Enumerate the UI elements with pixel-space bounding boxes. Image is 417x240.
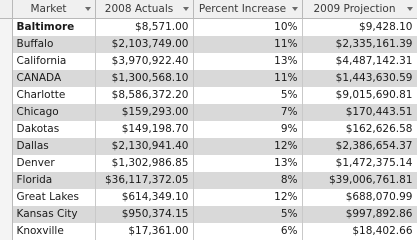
column-header-label: Market: [30, 2, 67, 15]
market-cell[interactable]: Kansas City: [12, 206, 95, 223]
table-row[interactable]: [0, 70, 417, 87]
projection-cell[interactable]: $9,428.10: [302, 19, 417, 37]
percent-cell[interactable]: 6%: [193, 223, 302, 240]
record-selector[interactable]: [0, 206, 12, 223]
market-cell[interactable]: Knoxville: [12, 223, 95, 240]
table-row[interactable]: [0, 138, 417, 155]
percent-cell[interactable]: 11%: [193, 36, 302, 53]
market-cell[interactable]: Denver: [12, 155, 95, 172]
market-cell[interactable]: CANADA: [12, 70, 95, 87]
table-row[interactable]: [0, 189, 417, 206]
projection-cell[interactable]: $1,472,375.14: [302, 155, 417, 172]
market-cell[interactable]: Baltimore: [12, 19, 95, 37]
sort-dropdown-icon[interactable]: [407, 7, 413, 11]
percent-cell[interactable]: 11%: [193, 70, 302, 87]
record-selector[interactable]: [0, 87, 12, 104]
datasheet-body: [0, 19, 417, 240]
actuals-cell[interactable]: $950,374.15: [95, 206, 193, 223]
percent-cell[interactable]: 9%: [193, 121, 302, 138]
projection-cell[interactable]: $1,443,630.59: [302, 70, 417, 87]
sort-dropdown-icon[interactable]: [183, 7, 189, 11]
market-cell[interactable]: Chicago: [12, 104, 95, 121]
table-row[interactable]: [0, 53, 417, 70]
market-cell[interactable]: California: [12, 53, 95, 70]
actuals-cell[interactable]: $3,970,922.40: [95, 53, 193, 70]
actuals-cell[interactable]: $17,361.00: [95, 223, 193, 240]
projection-cell[interactable]: $2,335,161.39: [302, 36, 417, 53]
select-all-corner[interactable]: [0, 0, 12, 19]
market-cell[interactable]: Great Lakes: [12, 189, 95, 206]
actuals-cell[interactable]: $1,300,568.10: [95, 70, 193, 87]
column-header-percent-increase[interactable]: [193, 0, 302, 19]
projection-cell[interactable]: $4,487,142.31: [302, 53, 417, 70]
column-header-2009-projection[interactable]: [302, 0, 417, 19]
table-row[interactable]: [0, 19, 417, 37]
percent-cell[interactable]: 5%: [193, 206, 302, 223]
projection-cell[interactable]: $170,443.51: [302, 104, 417, 121]
actuals-cell[interactable]: $8,586,372.20: [95, 87, 193, 104]
actuals-cell[interactable]: $2,130,941.40: [95, 138, 193, 155]
table-row[interactable]: [0, 104, 417, 121]
record-selector[interactable]: [0, 36, 12, 53]
record-selector[interactable]: [0, 172, 12, 189]
table-row[interactable]: [0, 36, 417, 53]
column-header-label: 2008 Actuals: [104, 2, 174, 15]
actuals-cell[interactable]: $36,117,372.05: [95, 172, 193, 189]
table-row[interactable]: [0, 121, 417, 138]
record-selector[interactable]: [0, 104, 12, 121]
record-selector[interactable]: [0, 138, 12, 155]
market-cell[interactable]: Dallas: [12, 138, 95, 155]
record-selector[interactable]: [0, 155, 12, 172]
percent-cell[interactable]: 8%: [193, 172, 302, 189]
sort-dropdown-icon[interactable]: [85, 7, 91, 11]
actuals-cell[interactable]: $614,349.10: [95, 189, 193, 206]
projection-cell[interactable]: $9,015,690.81: [302, 87, 417, 104]
column-header-label: Percent Increase: [198, 2, 287, 15]
column-header-label: 2009 Projection: [313, 2, 396, 15]
record-selector[interactable]: [0, 19, 12, 37]
record-selector[interactable]: [0, 189, 12, 206]
sort-dropdown-icon[interactable]: [292, 7, 298, 11]
market-cell[interactable]: Florida: [12, 172, 95, 189]
table-row[interactable]: [0, 172, 417, 189]
percent-cell[interactable]: 5%: [193, 87, 302, 104]
column-header-2008-actuals[interactable]: [95, 0, 193, 19]
percent-cell[interactable]: 12%: [193, 138, 302, 155]
percent-cell[interactable]: 7%: [193, 104, 302, 121]
actuals-cell[interactable]: $8,571.00: [95, 19, 193, 37]
market-cell[interactable]: Buffalo: [12, 36, 95, 53]
table-row[interactable]: [0, 223, 417, 240]
market-cell[interactable]: Dakotas: [12, 121, 95, 138]
record-selector[interactable]: [0, 223, 12, 240]
table-row[interactable]: [0, 87, 417, 104]
market-cell[interactable]: Charlotte: [12, 87, 95, 104]
table-row[interactable]: [0, 155, 417, 172]
record-selector[interactable]: [0, 70, 12, 87]
actuals-cell[interactable]: $1,302,986.85: [95, 155, 193, 172]
record-selector[interactable]: [0, 53, 12, 70]
projection-cell[interactable]: $997,892.86: [302, 206, 417, 223]
column-header-row: [0, 0, 417, 19]
actuals-cell[interactable]: $149,198.70: [95, 121, 193, 138]
actuals-cell[interactable]: $2,103,749.00: [95, 36, 193, 53]
projection-cell[interactable]: $162,626.58: [302, 121, 417, 138]
actuals-cell[interactable]: $159,293.00: [95, 104, 193, 121]
record-selector[interactable]: [0, 121, 12, 138]
percent-cell[interactable]: 12%: [193, 189, 302, 206]
percent-cell[interactable]: 13%: [193, 155, 302, 172]
projection-cell[interactable]: $2,386,654.37: [302, 138, 417, 155]
projection-cell[interactable]: $688,070.99: [302, 189, 417, 206]
percent-cell[interactable]: 10%: [193, 19, 302, 37]
percent-cell[interactable]: 13%: [193, 53, 302, 70]
table-row[interactable]: [0, 206, 417, 223]
projection-cell[interactable]: $18,402.66: [302, 223, 417, 240]
column-header-market[interactable]: [12, 0, 95, 19]
projection-cell[interactable]: $39,006,761.81: [302, 172, 417, 189]
